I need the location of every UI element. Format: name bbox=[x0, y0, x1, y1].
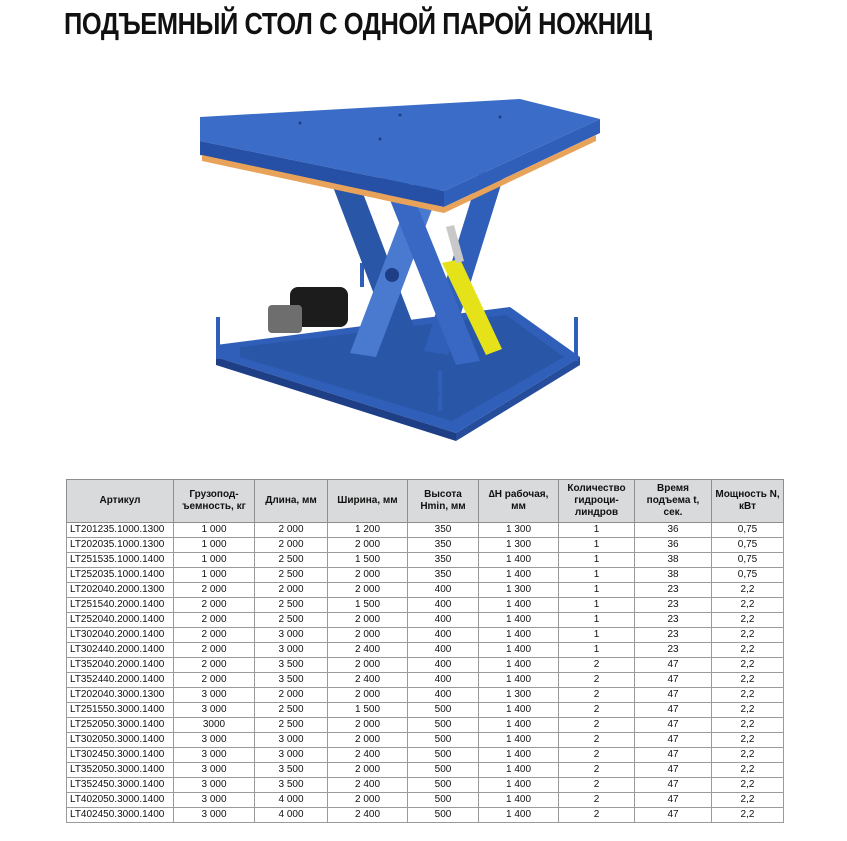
table-cell: 2 400 bbox=[328, 808, 408, 823]
table-cell: 2,2 bbox=[712, 688, 784, 703]
table-cell: 3000 bbox=[174, 718, 255, 733]
table-cell: 2,2 bbox=[712, 808, 784, 823]
table-cell: 2 000 bbox=[174, 583, 255, 598]
table-cell: 400 bbox=[408, 583, 479, 598]
scissor-pivot bbox=[385, 268, 399, 282]
table-cell: 1 bbox=[559, 628, 635, 643]
article-cell: LT302050.3000.1400 bbox=[67, 733, 174, 748]
table-cell: 1 400 bbox=[479, 643, 559, 658]
corner-post bbox=[438, 371, 442, 411]
table-cell: 3 000 bbox=[255, 643, 328, 658]
table-cell: 0,75 bbox=[712, 553, 784, 568]
table-cell: 350 bbox=[408, 553, 479, 568]
table-cell: 47 bbox=[635, 703, 712, 718]
table-cell: 1 400 bbox=[479, 628, 559, 643]
table-cell: 2 000 bbox=[328, 793, 408, 808]
table-cell: 3 500 bbox=[255, 763, 328, 778]
table-row bbox=[67, 643, 784, 658]
table-cell: 3 000 bbox=[174, 688, 255, 703]
table-cell: 2 000 bbox=[328, 568, 408, 583]
column-header: Длина, мм bbox=[255, 480, 328, 523]
table-cell: 2 500 bbox=[255, 703, 328, 718]
table-cell: 1 300 bbox=[479, 688, 559, 703]
pump-unit bbox=[268, 305, 302, 333]
table-cell: 500 bbox=[408, 703, 479, 718]
table-cell: 350 bbox=[408, 523, 479, 538]
table-cell: 400 bbox=[408, 673, 479, 688]
table-cell: 500 bbox=[408, 733, 479, 748]
table-cell: 1 400 bbox=[479, 598, 559, 613]
table-cell: 1 400 bbox=[479, 718, 559, 733]
table-cell: 2,2 bbox=[712, 703, 784, 718]
article-cell: LT352440.2000.1400 bbox=[67, 673, 174, 688]
table-cell: 2 000 bbox=[174, 658, 255, 673]
table-cell: 2 000 bbox=[328, 658, 408, 673]
table-cell: 2 bbox=[559, 793, 635, 808]
table-cell: 2 bbox=[559, 778, 635, 793]
article-cell: LT302440.2000.1400 bbox=[67, 643, 174, 658]
column-header: Количество гидроци-линдров bbox=[559, 480, 635, 523]
table-cell: 2 000 bbox=[174, 628, 255, 643]
table-cell: 2 bbox=[559, 808, 635, 823]
table-cell: 47 bbox=[635, 763, 712, 778]
table-cell: 2 000 bbox=[255, 538, 328, 553]
table-cell: 2 000 bbox=[328, 628, 408, 643]
table-cell: 36 bbox=[635, 538, 712, 553]
table-cell: 400 bbox=[408, 613, 479, 628]
article-cell: LT352040.2000.1400 bbox=[67, 658, 174, 673]
table-cell: 1 500 bbox=[328, 598, 408, 613]
table-cell: 2 000 bbox=[328, 613, 408, 628]
table-row bbox=[67, 568, 784, 583]
table-cell: 2 bbox=[559, 718, 635, 733]
article-cell: LT201235.1000.1300 bbox=[67, 523, 174, 538]
table-cell: 2 400 bbox=[328, 643, 408, 658]
table-cell: 0,75 bbox=[712, 568, 784, 583]
article-cell: LT252035.1000.1400 bbox=[67, 568, 174, 583]
article-cell: LT352450.3000.1400 bbox=[67, 778, 174, 793]
table-cell: 2,2 bbox=[712, 673, 784, 688]
table-cell: 2 000 bbox=[174, 643, 255, 658]
table-cell: 2 500 bbox=[255, 568, 328, 583]
table-cell: 2,2 bbox=[712, 628, 784, 643]
table-cell: 2 000 bbox=[328, 763, 408, 778]
article-cell: LT302040.2000.1400 bbox=[67, 628, 174, 643]
table-cell: 1 bbox=[559, 523, 635, 538]
article-cell: LT402450.3000.1400 bbox=[67, 808, 174, 823]
table-row bbox=[67, 688, 784, 703]
table-cell: 38 bbox=[635, 553, 712, 568]
platform-hole bbox=[299, 122, 302, 125]
article-cell: LT252050.3000.1400 bbox=[67, 718, 174, 733]
table-cell: 500 bbox=[408, 718, 479, 733]
table-cell: 2 000 bbox=[174, 598, 255, 613]
table-cell: 2,2 bbox=[712, 598, 784, 613]
table-cell: 2 400 bbox=[328, 778, 408, 793]
scissor-lift-illustration bbox=[180, 95, 640, 445]
table-cell: 3 000 bbox=[255, 733, 328, 748]
table-cell: 2 500 bbox=[255, 718, 328, 733]
table-cell: 2 bbox=[559, 733, 635, 748]
table-row bbox=[67, 718, 784, 733]
table-cell: 2 000 bbox=[255, 523, 328, 538]
table-cell: 3 000 bbox=[174, 808, 255, 823]
table-cell: 1 bbox=[559, 643, 635, 658]
table-cell: 3 000 bbox=[174, 778, 255, 793]
table-cell: 1 000 bbox=[174, 523, 255, 538]
table-cell: 1 400 bbox=[479, 553, 559, 568]
table-cell: 47 bbox=[635, 673, 712, 688]
table-header-row bbox=[67, 480, 784, 523]
table-cell: 47 bbox=[635, 793, 712, 808]
page-title: ПОДЪЕМНЫЙ СТОЛ С ОДНОЙ ПАРОЙ НОЖНИЦ bbox=[64, 6, 652, 41]
column-header: Ширина, мм bbox=[328, 480, 408, 523]
article-cell: LT251540.2000.1400 bbox=[67, 598, 174, 613]
platform-hole bbox=[399, 114, 402, 117]
table-cell: 1 500 bbox=[328, 703, 408, 718]
table-cell: 2,2 bbox=[712, 763, 784, 778]
table-cell: 3 000 bbox=[174, 763, 255, 778]
table-cell: 500 bbox=[408, 778, 479, 793]
article-cell: LT251535.1000.1400 bbox=[67, 553, 174, 568]
table-row bbox=[67, 658, 784, 673]
table-row bbox=[67, 748, 784, 763]
table-cell: 23 bbox=[635, 598, 712, 613]
article-cell: LT202040.2000.1300 bbox=[67, 583, 174, 598]
table-cell: 500 bbox=[408, 793, 479, 808]
table-cell: 1 300 bbox=[479, 538, 559, 553]
table-row bbox=[67, 628, 784, 643]
table-row bbox=[67, 673, 784, 688]
table-cell: 2,2 bbox=[712, 748, 784, 763]
table-cell: 1 200 bbox=[328, 523, 408, 538]
column-header: Артикул bbox=[67, 480, 174, 523]
table-cell: 400 bbox=[408, 688, 479, 703]
table-cell: 2,2 bbox=[712, 643, 784, 658]
table-cell: 2 000 bbox=[328, 718, 408, 733]
table-cell: 3 000 bbox=[174, 703, 255, 718]
table-cell: 2 400 bbox=[328, 748, 408, 763]
corner-post bbox=[216, 317, 220, 359]
table-cell: 1 000 bbox=[174, 538, 255, 553]
table-cell: 1 500 bbox=[328, 553, 408, 568]
table-cell: 500 bbox=[408, 808, 479, 823]
column-header: Время подъема t, сек. bbox=[635, 480, 712, 523]
table-cell: 23 bbox=[635, 613, 712, 628]
table-cell: 1 bbox=[559, 553, 635, 568]
table-cell: 47 bbox=[635, 718, 712, 733]
table-cell: 2 bbox=[559, 748, 635, 763]
table-cell: 350 bbox=[408, 568, 479, 583]
table-cell: 47 bbox=[635, 658, 712, 673]
table-cell: 400 bbox=[408, 628, 479, 643]
table-cell: 0,75 bbox=[712, 538, 784, 553]
table-cell: 0,75 bbox=[712, 523, 784, 538]
table-cell: 1 bbox=[559, 538, 635, 553]
platform-hole bbox=[499, 116, 502, 119]
table-row bbox=[67, 733, 784, 748]
table-row bbox=[67, 793, 784, 808]
table-row bbox=[67, 613, 784, 628]
table-cell: 3 000 bbox=[255, 628, 328, 643]
table-cell: 1 bbox=[559, 568, 635, 583]
table-cell: 2 000 bbox=[328, 583, 408, 598]
article-cell: LT352050.3000.1400 bbox=[67, 763, 174, 778]
table-cell: 2 bbox=[559, 703, 635, 718]
table-cell: 2 000 bbox=[174, 613, 255, 628]
table-cell: 2 500 bbox=[255, 598, 328, 613]
corner-post bbox=[360, 263, 364, 287]
table-cell: 23 bbox=[635, 628, 712, 643]
table-cell: 47 bbox=[635, 808, 712, 823]
table-cell: 1 400 bbox=[479, 793, 559, 808]
table-row bbox=[67, 598, 784, 613]
table-row bbox=[67, 703, 784, 718]
table-cell: 3 000 bbox=[255, 748, 328, 763]
table-cell: 400 bbox=[408, 598, 479, 613]
corner-post bbox=[574, 317, 578, 361]
table-cell: 38 bbox=[635, 568, 712, 583]
table-cell: 4 000 bbox=[255, 808, 328, 823]
table-row bbox=[67, 808, 784, 823]
article-cell: LT202040.3000.1300 bbox=[67, 688, 174, 703]
table-cell: 1 400 bbox=[479, 733, 559, 748]
table-cell: 1 400 bbox=[479, 808, 559, 823]
table-cell: 2 400 bbox=[328, 673, 408, 688]
table-cell: 1 400 bbox=[479, 613, 559, 628]
table-cell: 3 500 bbox=[255, 658, 328, 673]
table-cell: 1 300 bbox=[479, 523, 559, 538]
table-cell: 1 bbox=[559, 583, 635, 598]
table-cell: 36 bbox=[635, 523, 712, 538]
table-cell: 3 500 bbox=[255, 673, 328, 688]
table-row bbox=[67, 538, 784, 553]
article-cell: LT402050.3000.1400 bbox=[67, 793, 174, 808]
article-cell: LT252040.2000.1400 bbox=[67, 613, 174, 628]
table-cell: 2,2 bbox=[712, 778, 784, 793]
table-cell: 2 bbox=[559, 763, 635, 778]
table-cell: 2,2 bbox=[712, 733, 784, 748]
column-header: Высота Hmin, мм bbox=[408, 480, 479, 523]
table-cell: 47 bbox=[635, 778, 712, 793]
table-cell: 2 000 bbox=[255, 583, 328, 598]
table-row bbox=[67, 553, 784, 568]
table-cell: 2,2 bbox=[712, 793, 784, 808]
table-cell: 2 000 bbox=[328, 688, 408, 703]
table-cell: 2 000 bbox=[328, 733, 408, 748]
table-row bbox=[67, 778, 784, 793]
table-cell: 1 400 bbox=[479, 778, 559, 793]
table-cell: 1 400 bbox=[479, 658, 559, 673]
table-cell: 4 000 bbox=[255, 793, 328, 808]
table-cell: 2,2 bbox=[712, 583, 784, 598]
table-row bbox=[67, 763, 784, 778]
spec-table bbox=[66, 479, 784, 823]
column-header: Грузопод-ъемность, кг bbox=[174, 480, 255, 523]
table-cell: 3 000 bbox=[174, 793, 255, 808]
table-cell: 2,2 bbox=[712, 613, 784, 628]
table-cell: 2 500 bbox=[255, 553, 328, 568]
table-cell: 1 400 bbox=[479, 568, 559, 583]
table-cell: 2 000 bbox=[255, 688, 328, 703]
table-cell: 2 bbox=[559, 688, 635, 703]
platform-hole bbox=[379, 138, 382, 141]
table-cell: 1 400 bbox=[479, 703, 559, 718]
table-cell: 23 bbox=[635, 643, 712, 658]
table-cell: 1 400 bbox=[479, 748, 559, 763]
table-cell: 500 bbox=[408, 763, 479, 778]
table-cell: 400 bbox=[408, 643, 479, 658]
table-cell: 1 000 bbox=[174, 568, 255, 583]
table-cell: 47 bbox=[635, 733, 712, 748]
table-cell: 500 bbox=[408, 748, 479, 763]
table-cell: 1 bbox=[559, 613, 635, 628]
table-row bbox=[67, 523, 784, 538]
table-row bbox=[67, 583, 784, 598]
table-cell: 2 000 bbox=[328, 538, 408, 553]
table-body bbox=[67, 523, 784, 823]
article-cell: LT202035.1000.1300 bbox=[67, 538, 174, 553]
table-cell: 2,2 bbox=[712, 718, 784, 733]
table-cell: 2 bbox=[559, 673, 635, 688]
table-cell: 2 bbox=[559, 658, 635, 673]
table-cell: 47 bbox=[635, 748, 712, 763]
table-cell: 350 bbox=[408, 538, 479, 553]
article-cell: LT251550.3000.1400 bbox=[67, 703, 174, 718]
table-cell: 3 500 bbox=[255, 778, 328, 793]
table-cell: 1 bbox=[559, 598, 635, 613]
table-cell: 23 bbox=[635, 583, 712, 598]
table-cell: 3 000 bbox=[174, 733, 255, 748]
column-header: ∆H рабочая, мм bbox=[479, 480, 559, 523]
table-cell: 1 400 bbox=[479, 763, 559, 778]
table-cell: 3 000 bbox=[174, 748, 255, 763]
table-cell: 1 400 bbox=[479, 673, 559, 688]
article-cell: LT302450.3000.1400 bbox=[67, 748, 174, 763]
table-cell: 2 000 bbox=[174, 673, 255, 688]
table-cell: 400 bbox=[408, 658, 479, 673]
table-cell: 2 500 bbox=[255, 613, 328, 628]
table-cell: 1 000 bbox=[174, 553, 255, 568]
platform-top bbox=[200, 99, 600, 191]
column-header: Мощность N, кВт bbox=[712, 480, 784, 523]
table-cell: 1 300 bbox=[479, 583, 559, 598]
table-cell: 47 bbox=[635, 688, 712, 703]
table-cell: 2,2 bbox=[712, 658, 784, 673]
